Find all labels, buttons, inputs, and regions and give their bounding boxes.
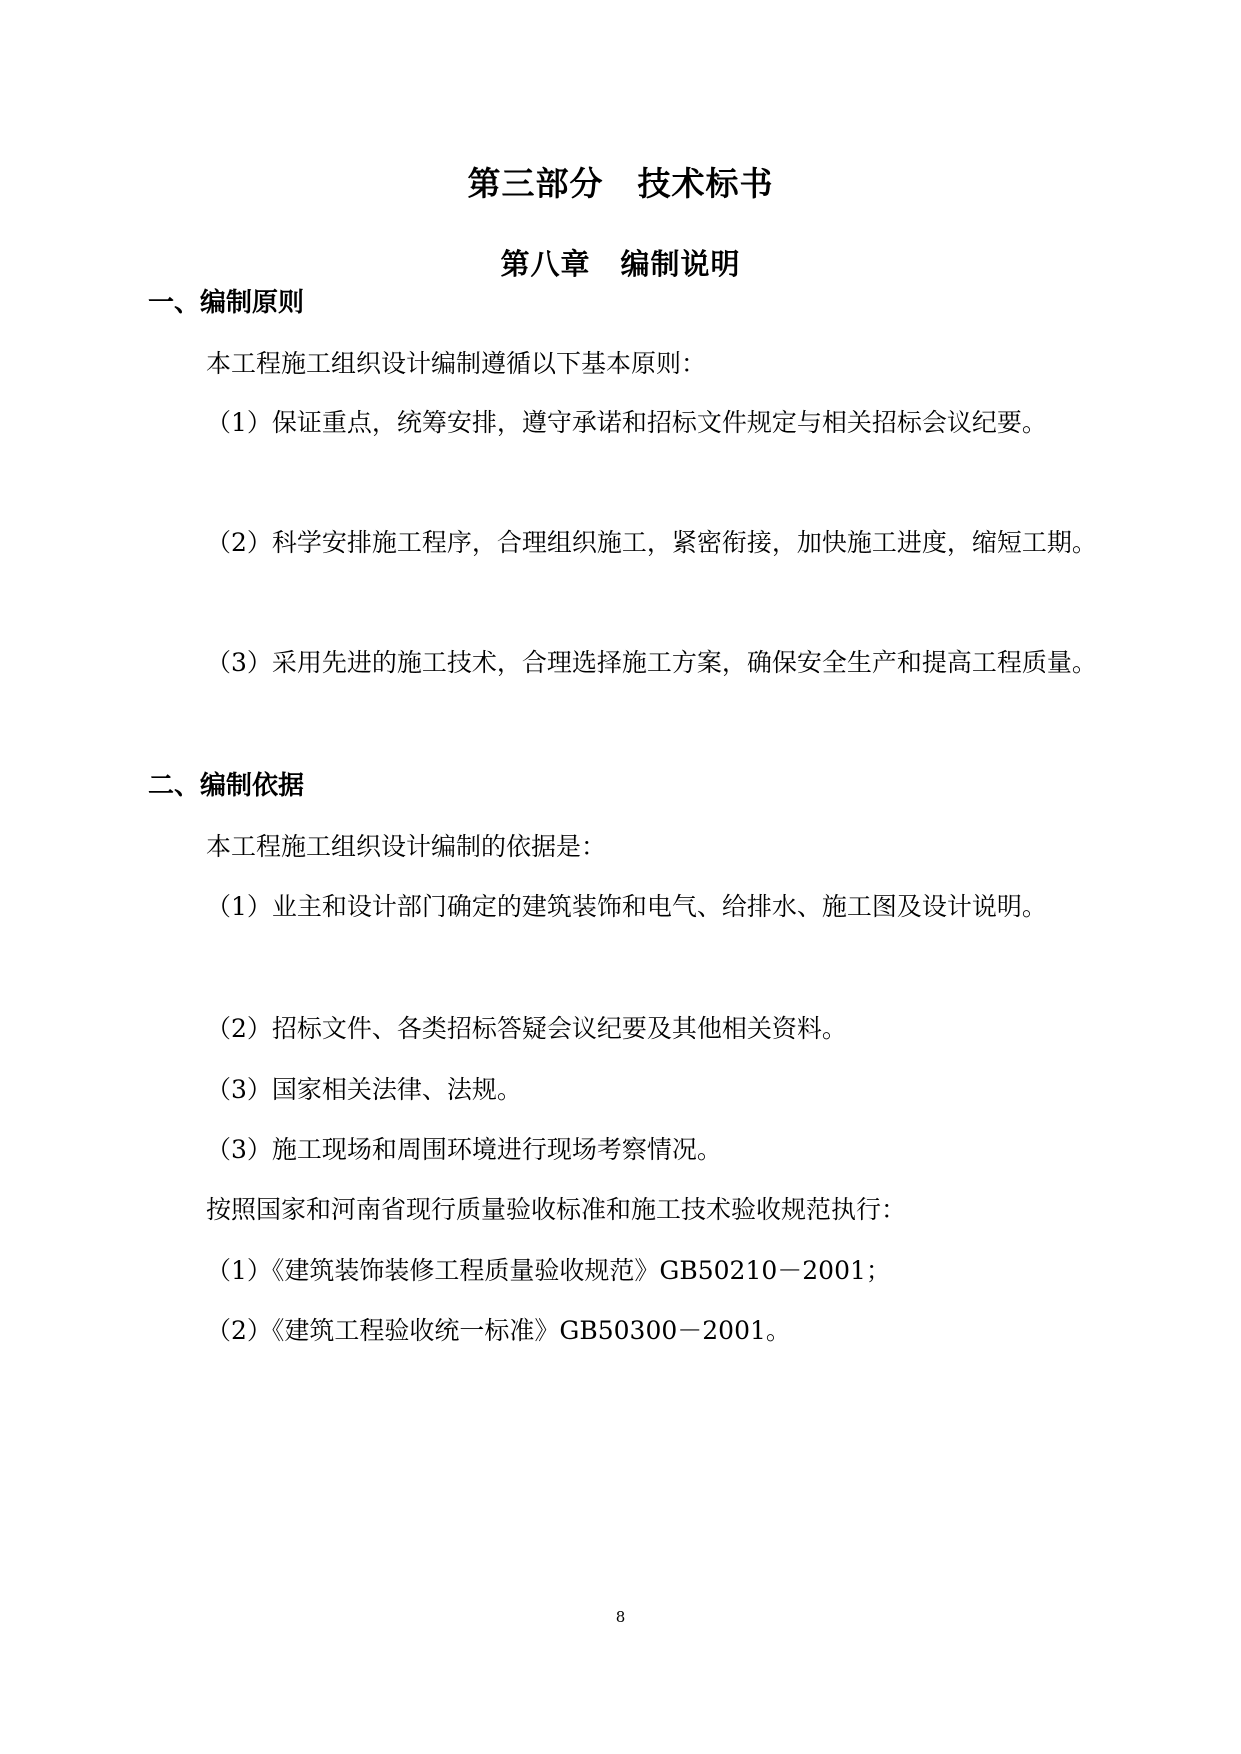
chapter-title: 第八章 编制说明 [500,247,741,281]
section-intro-basis: 本工程施工组织设计编制的依据是： [206,832,607,861]
part-title: 第三部分 技术标书 [467,164,774,203]
basis-item-2: （2）招标文件、各类招标答疑会议纪要及其他相关资料。 [206,1014,847,1043]
principle-item-3: （3）采用先进的施工技术，合理选择施工方案，确保安全生产和提高工程质量。 [206,648,1097,677]
standards-intro: 按照国家和河南省现行质量验收标准和施工技术验收规范执行： [206,1195,907,1224]
section-heading-principles: 一、编制原则 [148,288,305,318]
section-intro-principles: 本工程施工组织设计编制遵循以下基本原则： [206,349,707,378]
principle-item-2: （2）科学安排施工程序，合理组织施工，紧密衔接，加快施工进度，缩短工期。 [206,528,1097,557]
standard-item-2: （2）《建筑工程验收统一标准》GB50300－2001。 [206,1316,791,1345]
standard-item-1: （1）《建筑装饰装修工程质量验收规范》GB50210－2001； [206,1256,891,1285]
basis-item-3: （3）国家相关法律、法规。 [206,1075,522,1104]
basis-item-4: （3）施工现场和周围环境进行现场考察情况。 [206,1135,722,1164]
section-heading-basis: 二、编制依据 [148,771,305,801]
page-number: 8 [615,1608,626,1626]
principle-item-1: （1）保证重点，统筹安排，遵守承诺和招标文件规定与相关招标会议纪要。 [206,408,1047,437]
basis-item-1: （1）业主和设计部门确定的建筑装饰和电气、给排水、施工图及设计说明。 [206,892,1047,921]
